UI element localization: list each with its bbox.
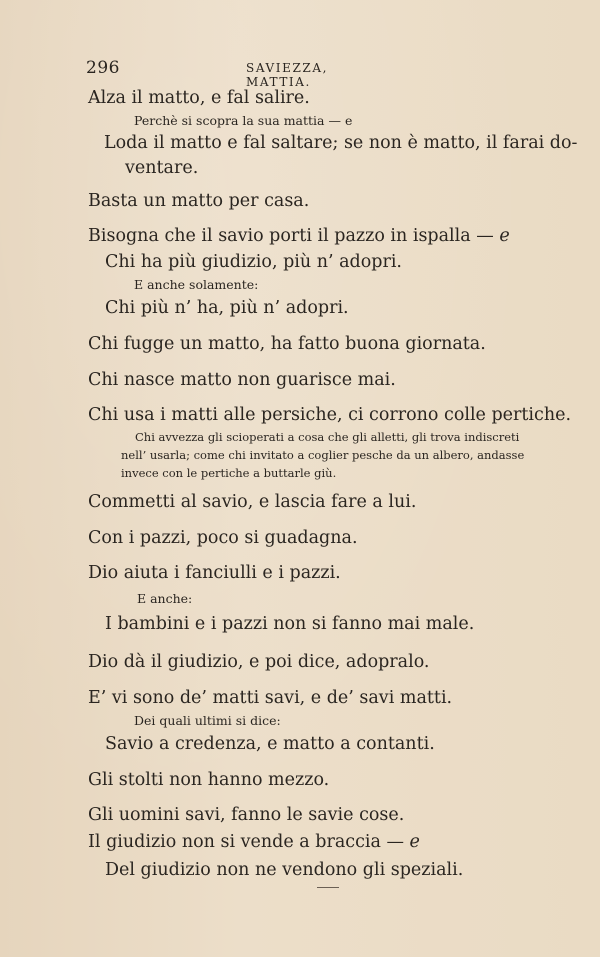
proverb-line: Dio aiuta i fanciulli e i pazzi. <box>88 563 341 583</box>
proverb-line: Commetti al savio, e lascia fare a lui. <box>88 492 417 512</box>
proverb-line: Chi nasce matto non guarisce mai. <box>88 370 396 390</box>
running-title: SAVIEZZA, MATTIA. <box>246 61 329 89</box>
note-line: nell’ usarla; come chi invitato a coglier pesche da un albero, andasse <box>121 448 525 462</box>
note-line: E anche: <box>137 591 193 606</box>
connector-e: e <box>409 832 420 852</box>
proverb-line <box>88 226 510 246</box>
page-header <box>86 58 386 89</box>
proverb-line: Chi più n’ ha, più n’ adopri. <box>105 298 349 318</box>
proverb-line: Gli uomini savi, fanno le savie cose. <box>88 805 405 825</box>
proverb-text: Bisogna che il savio porti il pazzo in ispalla — <box>88 226 494 246</box>
note-line: invece con le pertiche a buttarle giù. <box>121 466 337 480</box>
note-line: Perchè si scopra la sua mattia — e <box>134 113 353 128</box>
proverb-line: Con i pazzi, poco si guadagna. <box>88 528 358 548</box>
proverb-line: ventare. <box>125 158 199 178</box>
note-line: E anche solamente: <box>134 277 259 292</box>
proverb-line: E’ vi sono de’ matti savi, e de’ savi matti. <box>88 688 453 708</box>
proverb-line: Gli stolti non hanno mezzo. <box>88 770 330 790</box>
proverb-line: Chi fugge un matto, ha fatto buona giornata. <box>88 334 486 354</box>
page-number: 296 <box>86 58 120 78</box>
proverb-text: Il giudizio non si vende a braccia — <box>88 832 404 852</box>
proverb-line: Basta un matto per casa. <box>88 191 310 211</box>
proverb-line: Dio dà il giudizio, e poi dice, adopralo. <box>88 652 430 672</box>
proverb-line <box>88 832 420 852</box>
proverb-line: I bambini e i pazzi non si fanno mai male. <box>105 614 475 634</box>
proverb-line: Del giudizio non ne vendono gli speziali. <box>105 860 464 880</box>
proverb-line: Chi ha più giudizio, più n’ adopri. <box>105 252 402 272</box>
footer-rule <box>317 887 339 888</box>
connector-e: e <box>499 226 510 246</box>
proverb-line: Chi usa i matti alle persiche, ci corrono colle pertiche. <box>88 405 572 425</box>
note-line: Dei quali ultimi si dice: <box>134 713 281 728</box>
proverb-line: Loda il matto e fal saltare; se non è matto, il farai do- <box>104 133 578 153</box>
proverb-line: Alza il matto, e fal salire. <box>88 88 310 108</box>
proverb-line: Savio a credenza, e matto a contanti. <box>105 734 435 754</box>
note-line: Chi avvezza gli scioperati a cosa che gli alletti, gli trova indiscreti <box>135 430 520 444</box>
